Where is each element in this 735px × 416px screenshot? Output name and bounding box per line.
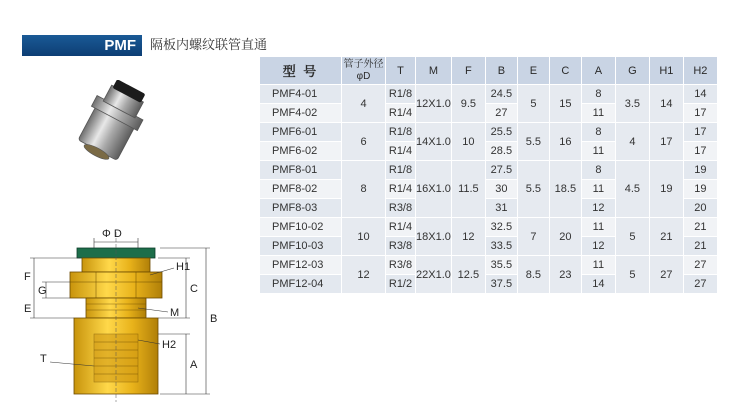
cell-t: R1/4 <box>386 218 416 237</box>
phi-d-label: Φ D <box>102 228 122 240</box>
cell-g: 3.5 <box>615 85 649 123</box>
cell-t: R1/4 <box>386 142 416 161</box>
table-row <box>260 218 718 237</box>
cell-a: 8 <box>581 85 615 104</box>
cell-tube-od: 12 <box>342 256 386 294</box>
cell-h2: 21 <box>683 237 717 256</box>
header-g: G <box>615 57 649 85</box>
table-row <box>260 256 718 275</box>
cell-h2: 17 <box>683 123 717 142</box>
cell-model: PMF6-01 <box>260 123 342 142</box>
cell-t: R1/2 <box>386 275 416 294</box>
series-badge: PMF <box>22 35 142 56</box>
cell-a: 11 <box>581 180 615 199</box>
cell-t: R1/8 <box>386 123 416 142</box>
spec-table <box>259 56 718 294</box>
cell-t: R3/8 <box>386 199 416 218</box>
header-f: F <box>451 57 485 85</box>
cell-h2: 20 <box>683 199 717 218</box>
cell-g: 4 <box>615 123 649 161</box>
cell-model: PMF4-01 <box>260 85 342 104</box>
cell-a: 14 <box>581 275 615 294</box>
cell-g: 5 <box>615 256 649 294</box>
header-tube-line1: 管子外径 <box>343 58 384 70</box>
header-t: T <box>386 57 416 85</box>
cell-t: R1/4 <box>386 180 416 199</box>
cell-c: 16 <box>549 123 581 161</box>
spec-table-body <box>260 85 718 294</box>
product-photo <box>55 80 175 180</box>
header-a: A <box>581 57 615 85</box>
header-h2: H2 <box>683 57 717 85</box>
cell-m: 12X1.0 <box>416 85 452 123</box>
cell-c: 18.5 <box>549 161 581 218</box>
cell-h2: 21 <box>683 218 717 237</box>
cell-c: 20 <box>549 218 581 256</box>
cell-g: 5 <box>615 218 649 256</box>
cell-model: PMF8-02 <box>260 180 342 199</box>
g-label: G <box>38 285 47 297</box>
cell-b: 27.5 <box>485 161 517 180</box>
cell-c: 15 <box>549 85 581 123</box>
cell-h2: 19 <box>683 161 717 180</box>
cell-model: PMF12-03 <box>260 256 342 275</box>
cell-e: 5.5 <box>517 123 549 161</box>
cell-h1: 21 <box>649 218 683 256</box>
cell-t: R1/4 <box>386 104 416 123</box>
cell-model: PMF10-02 <box>260 218 342 237</box>
cell-tube-od: 4 <box>342 85 386 123</box>
cell-f: 12 <box>451 218 485 256</box>
cell-t: R1/8 <box>386 161 416 180</box>
cell-e: 5.5 <box>517 161 549 218</box>
cell-b: 31 <box>485 199 517 218</box>
a-label: A <box>190 359 198 371</box>
cell-b: 32.5 <box>485 218 517 237</box>
cell-e: 7 <box>517 218 549 256</box>
table-row <box>260 161 718 180</box>
cell-f: 11.5 <box>451 161 485 218</box>
cell-h2: 27 <box>683 275 717 294</box>
cell-model: PMF10-03 <box>260 237 342 256</box>
cell-b: 24.5 <box>485 85 517 104</box>
cell-b: 27 <box>485 104 517 123</box>
cell-h1: 17 <box>649 123 683 161</box>
header-h1: H1 <box>649 57 683 85</box>
cell-c: 23 <box>549 256 581 294</box>
cell-m: 18X1.0 <box>416 218 452 256</box>
h2-label: H2 <box>162 339 177 351</box>
cell-h1: 14 <box>649 85 683 123</box>
cell-g: 4.5 <box>615 161 649 218</box>
cell-a: 12 <box>581 237 615 256</box>
cell-b: 25.5 <box>485 123 517 142</box>
table-row <box>260 85 718 104</box>
c-label: C <box>190 283 198 295</box>
cell-a: 8 <box>581 123 615 142</box>
cell-e: 8.5 <box>517 256 549 294</box>
cell-t: R3/8 <box>386 237 416 256</box>
cell-tube-od: 8 <box>342 161 386 218</box>
header-m: M <box>416 57 452 85</box>
cell-t: R3/8 <box>386 256 416 275</box>
cell-m: 22X1.0 <box>416 256 452 294</box>
product-title: 隔板内螺纹联管直通 <box>150 38 268 53</box>
cell-a: 12 <box>581 199 615 218</box>
cell-h2: 14 <box>683 85 717 104</box>
cell-model: PMF8-01 <box>260 161 342 180</box>
header-b: B <box>485 57 517 85</box>
cell-a: 11 <box>581 256 615 275</box>
header-c: C <box>549 57 581 85</box>
cell-model: PMF6-02 <box>260 142 342 161</box>
cell-model: PMF4-02 <box>260 104 342 123</box>
cell-b: 30 <box>485 180 517 199</box>
cell-f: 10 <box>451 123 485 161</box>
cell-h1: 19 <box>649 161 683 218</box>
f-label: F <box>24 271 31 283</box>
cell-b: 28.5 <box>485 142 517 161</box>
cell-tube-od: 10 <box>342 218 386 256</box>
cell-a: 11 <box>581 104 615 123</box>
cell-b: 33.5 <box>485 237 517 256</box>
cell-tube-od: 6 <box>342 123 386 161</box>
e-label: E <box>24 303 32 315</box>
cell-m: 16X1.0 <box>416 161 452 218</box>
header-tube-line2: φD <box>356 70 371 82</box>
cell-a: 8 <box>581 161 615 180</box>
cell-model: PMF12-04 <box>260 275 342 294</box>
h1-label: H1 <box>176 261 191 273</box>
t-label: T <box>40 353 47 365</box>
cell-h2: 17 <box>683 142 717 161</box>
cell-a: 11 <box>581 142 615 161</box>
table-row <box>260 123 718 142</box>
cell-t: R1/8 <box>386 85 416 104</box>
cell-h2: 17 <box>683 104 717 123</box>
cell-model: PMF8-03 <box>260 199 342 218</box>
cell-a: 11 <box>581 218 615 237</box>
cell-h2: 27 <box>683 256 717 275</box>
cell-m: 14X1.0 <box>416 123 452 161</box>
cell-h1: 27 <box>649 256 683 294</box>
cell-f: 12.5 <box>451 256 485 294</box>
cell-h2: 19 <box>683 180 717 199</box>
b-label: B <box>210 313 218 325</box>
m-label: M <box>170 307 180 319</box>
cell-b: 35.5 <box>485 256 517 275</box>
header-row <box>260 57 718 85</box>
header-e: E <box>517 57 549 85</box>
dimension-diagram <box>10 222 225 407</box>
header-tube-od <box>342 57 386 85</box>
cell-e: 5 <box>517 85 549 123</box>
cell-f: 9.5 <box>451 85 485 123</box>
header-model: 型 号 <box>260 57 342 85</box>
cell-b: 37.5 <box>485 275 517 294</box>
